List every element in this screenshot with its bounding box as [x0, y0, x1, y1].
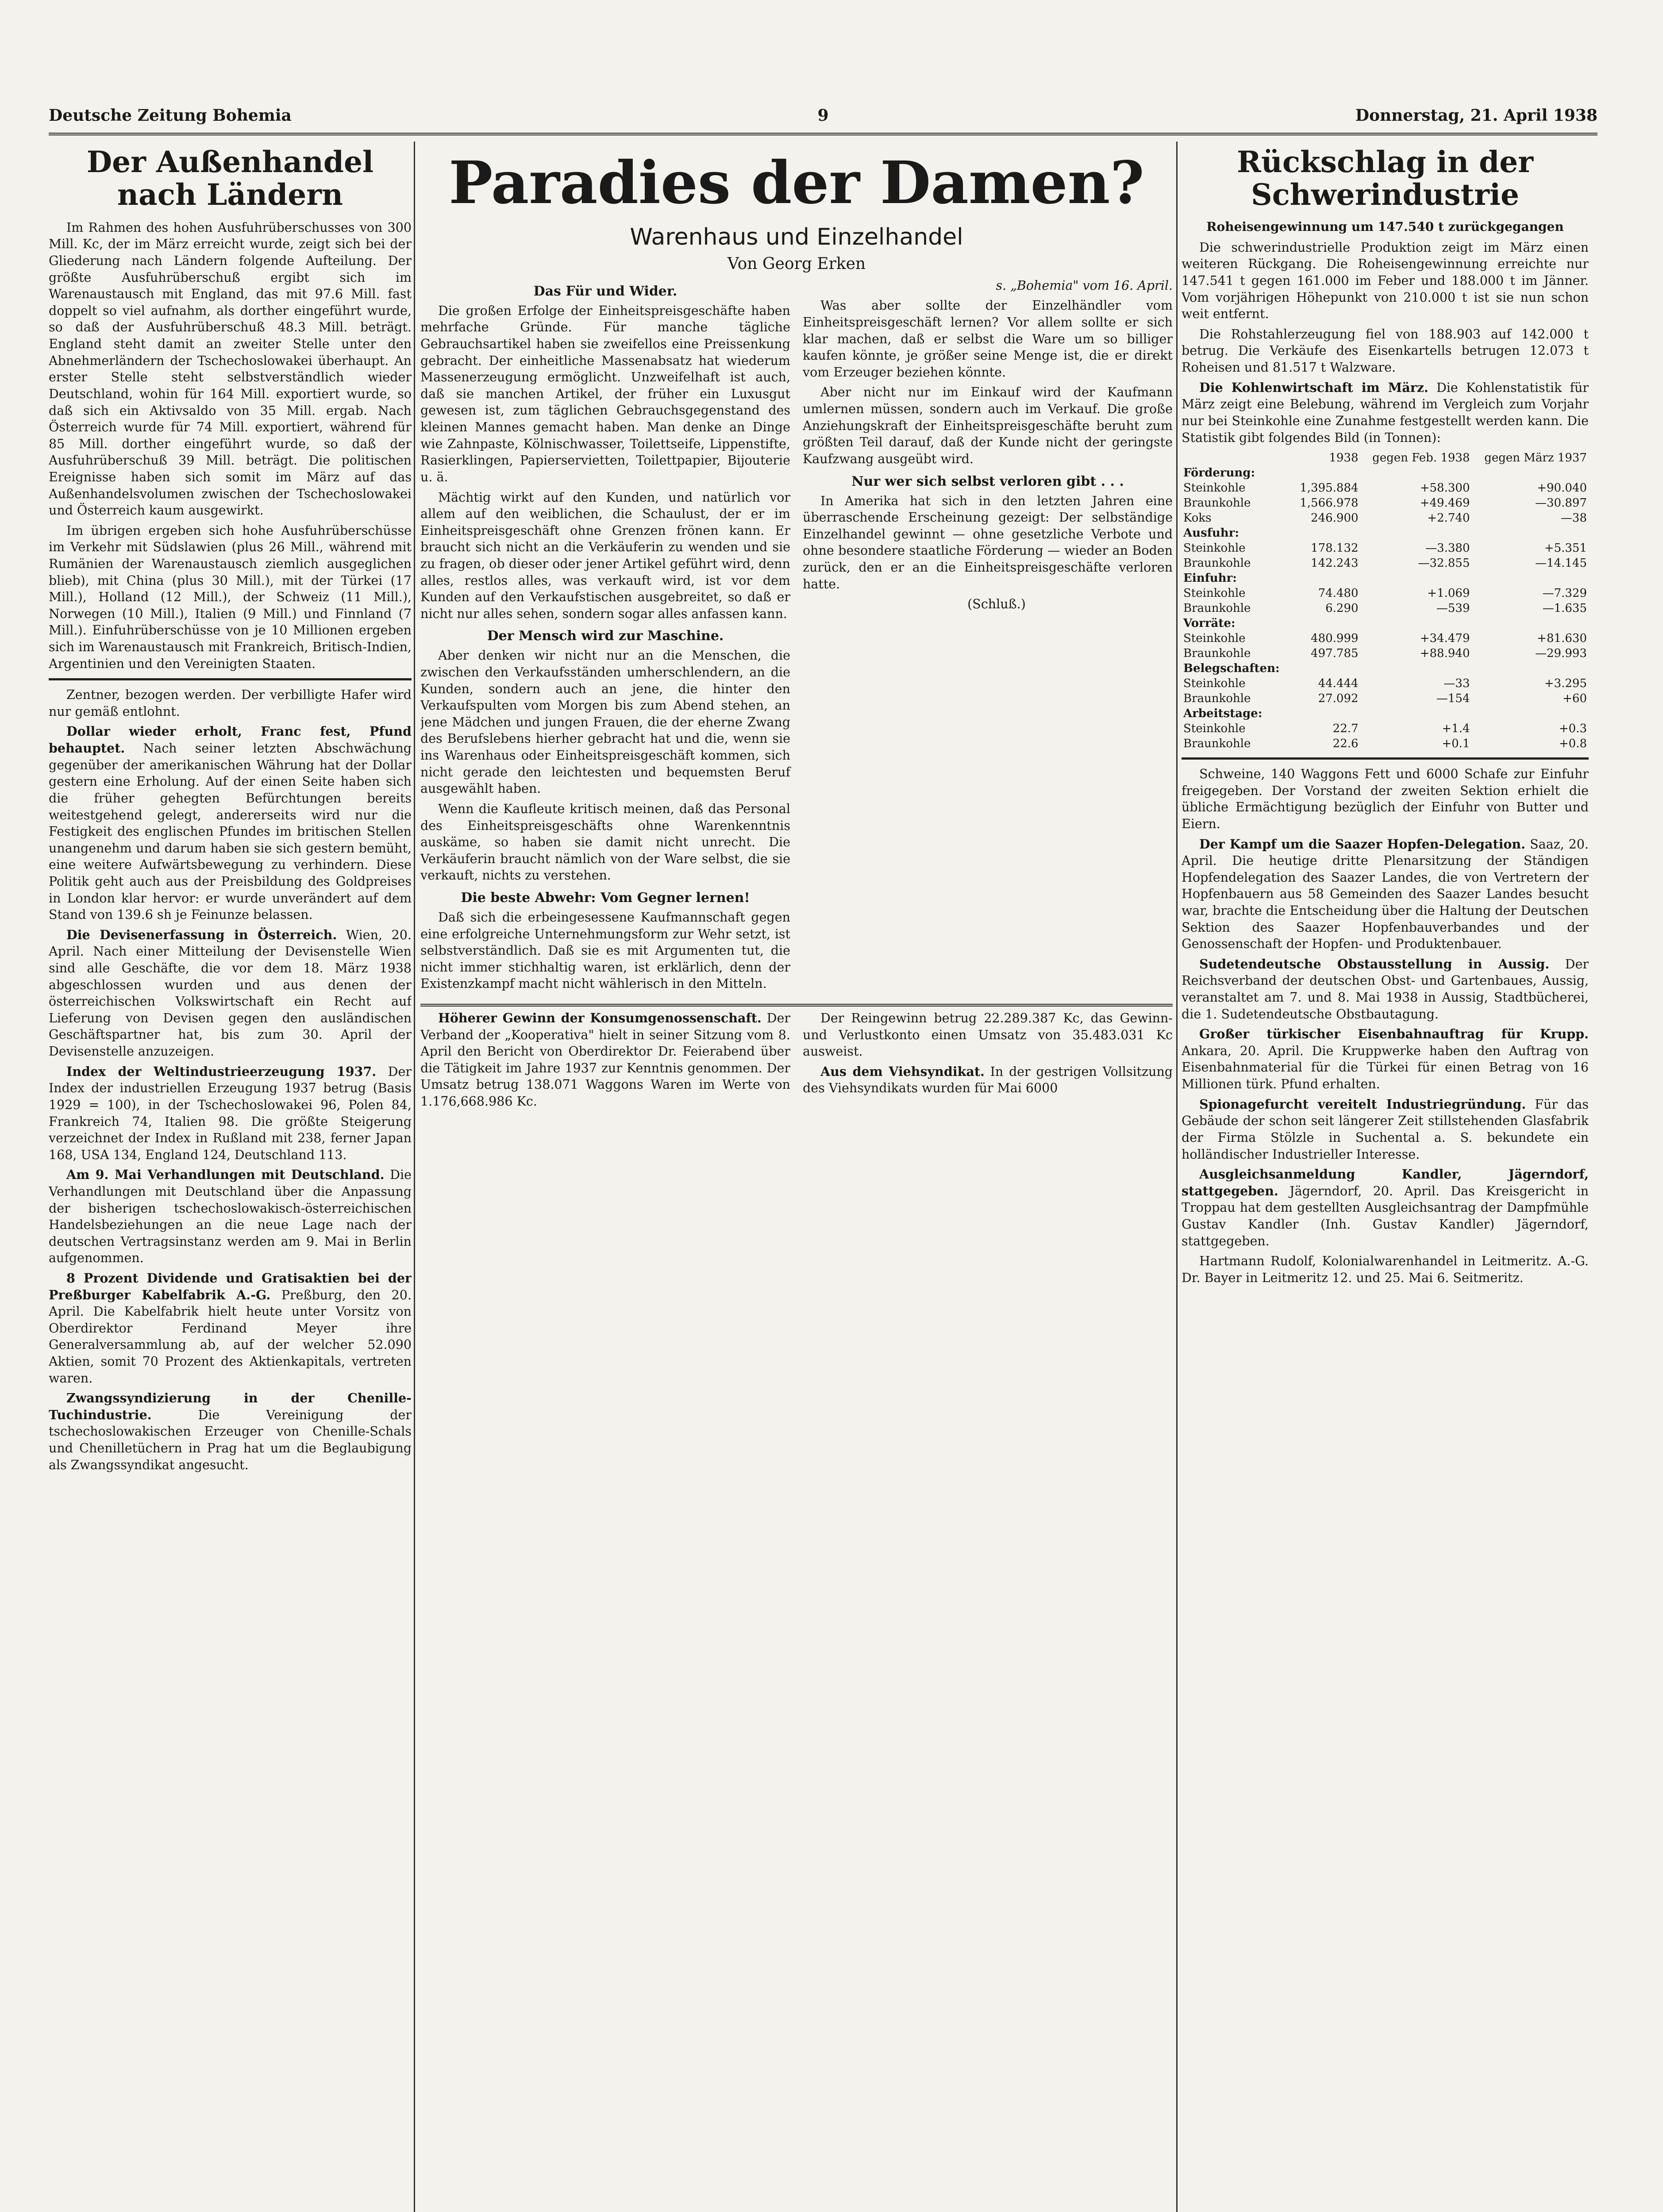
- news-item: [1182, 1026, 1589, 1092]
- news-item-body: Saaz, 20. April. Die heutige dritte Plenarsitzung der Ständigen Hopfendelegation des Saazer Landes, die von Vertretern der Hopfenbauern aus 58 Gemeinden des Saazer Landes besucht war, brachte die Entscheidung über die Haltung der Deutschen Sektion des Saazer Hopfenbauverbandes und der Genossenschaft der Hopfen- und Produktenbauer.: [1182, 837, 1589, 952]
- news-item-title: Höherer Gewinn der Konsumgenossenschaft.: [438, 1010, 762, 1025]
- table-cell: Koks: [1183, 511, 1212, 525]
- table-cell: Ausfuhr:: [1183, 526, 1240, 540]
- news-item: [1182, 836, 1589, 952]
- table-cell: 1,395.884: [1300, 481, 1359, 495]
- table-cell: 246.900: [1311, 511, 1359, 525]
- news-item-body: Nach seiner letzten Abschwächung gegenüber der amerikanischen Währung hat der Dollar gestern eine Erholung. Auf der einen Seite haben sich die früher gehegten Befürchtungen bereits weitestgehend gelegt, andererseits wird nur die Festigkeit des englischen Pfundes im britischen Stellen unangenehm und darum haben sie sich gestern bemüht, eine weitere Aufwärtsbewegung zu verhindern. Diese Politik geht auch aus der Preisbildung des Goldpreises in London klar hervor: er wurde unverändert auf dem Stand von 139.6 sh je Feinunze belassen.: [49, 741, 412, 922]
- table-row: [1182, 571, 1589, 586]
- table-cell: [1360, 571, 1472, 586]
- article-paragraph: Die großen Erfolge der Einheitspreisgeschäfte haben mehrfache Gründe. Für manche tägliche Gebrauchsartikel haben sie zweifellos eine Preissenkung gebracht. Der einheitliche Massenabsatz hat wiederum Massenerzeugung ermöglicht. Unzweifelhaft ist auch, daß sie manchen Artikel, der früher ein Luxusgut gewesen ist, zum täglichen Gebrauchsgegenstand des kleinen Mannes gemacht haben. Man denke an Dinge wie Zahnpaste, Kölnischwasser, Toilettseife, Lippenstifte, Rasierklingen, Papierservietten, Toilettpapier, Bijouterie u. ä.: [420, 303, 790, 484]
- news-item-title: Ausgleichsanmeldung Kandler, Jägerndorf, stattgegeben.: [1182, 1167, 1589, 1198]
- table-cell: Steinkohle: [1183, 632, 1246, 645]
- news-item-body: Ankara, 20. April. Die Kruppwerke haben den Auftrag von Eisenbahnmaterial für die Türkei für einen Betrag von 16 Millionen türk. Pfund erhalten.: [1182, 1043, 1589, 1092]
- table-cell: Braunkohle: [1183, 602, 1251, 615]
- table-cell: +0.1: [1442, 737, 1470, 751]
- table-cell: —14.145: [1535, 557, 1587, 570]
- section-heading: Nur wer sich selbst verloren gibt . . .: [851, 473, 1124, 489]
- section-rule: [1182, 757, 1589, 760]
- main-headline: Paradies der Damen?: [449, 149, 1144, 217]
- table-row: [1182, 601, 1589, 616]
- table-cell: [1292, 661, 1360, 676]
- table-header-cell: gegen März 1937: [1484, 451, 1587, 465]
- news-item: [1182, 956, 1589, 1022]
- news-item: [1182, 1096, 1589, 1163]
- table-cell: [1472, 465, 1589, 480]
- table-cell: Förderung:: [1183, 466, 1255, 480]
- news-item-body: Für das Gebäude der schon seit längerer Zeit stillstehenden Glasfabrik der Firma Stölzle in Suchental a. S. bekundete ein holländischer Industrieller Interesse.: [1182, 1097, 1589, 1162]
- page-number: 9: [817, 106, 829, 125]
- table-header-cell: 1938: [1329, 451, 1359, 465]
- table-cell: Steinkohle: [1183, 722, 1246, 736]
- table-cell: Steinkohle: [1183, 541, 1246, 555]
- table-row: [1182, 480, 1589, 495]
- news-item: [49, 723, 412, 923]
- article-paragraph: Aber nicht nur im Einkauf wird der Kaufmann umlernen müssen, sondern auch im Verkauf. Die große Anziehungskraft der Einheitspreisgeschäfte beruht zum größten Teil darauf, daß der Kunde nicht der geringste Kaufzwang ausgeübt wird.: [803, 385, 1173, 466]
- table-header-cell: [1182, 450, 1292, 465]
- table-cell: [1472, 571, 1589, 586]
- table-row: [1182, 661, 1589, 676]
- table-cell: [1292, 706, 1360, 721]
- article-paragraph: Die schwerindustrielle Produktion zeigt im März einen weiteren Rückgang. Die Roheisengewinnung erreichte nur 147.541 t gegen 161.000 im Feber und 188.000 t im Jänner. Vom vorjährigen Höhepunkt von 210.000 t ist sie nun schon weit entfernt.: [1182, 240, 1589, 322]
- middle-column: [420, 146, 1173, 2212]
- news-item-body: In der gestrigen Vollsitzung des Viehsyndikats wurden für Mai 6000: [803, 1064, 1173, 1096]
- table-cell: [1472, 526, 1589, 541]
- news-item-body: Der Index der industriellen Erzeugung 1937 betrug (Basis 1929 = 100), in der Tschechoslowakei 96, Polen 84, Frankreich 74, Italien 98. Die größte Steigerung verzeichnet der Index in Rußland mit 238, ferner Japan 168, USA 134, England 124, Deutschland 113.: [49, 1064, 412, 1162]
- table-cell: +49.469: [1420, 496, 1470, 510]
- table-cell: —30.897: [1535, 496, 1587, 510]
- news-item: [49, 927, 412, 1060]
- news-item-body: Preßburg, den 20. April. Die Kabelfabrik hielt heute unter Vorsitz von Oberdirektor Ferdinand Meyer ihre Generalversammlung ab, auf der welcher 52.090 Aktien, somit 70 Prozent des Aktienkapitals, vertreten waren.: [49, 1287, 412, 1386]
- table-cell: —154: [1436, 692, 1470, 706]
- article-paragraph: Im Rahmen des hohen Ausfuhrüberschusses von 300 Mill. Kc, der im März erreicht wurde, zeigt sich bei der Gliederung nach Ländern folgende Aufteilung. Der größte Ausfuhrüberschuß ergibt sich im Warenaustausch mit England, das mit 97.6 Mill. fast doppelt so viel aufnahm, als dorther eingeführt wurde, so daß der Ausfuhrüberschuß 48.3 Mill. beträgt. England steht damit an zweiter Stelle unter den Abnehmerländern der Tschechoslowakei überhaupt. An erster Stelle steht selbstverständlich wieder Deutschland, wohin für 164 Mill. exportiert wurde, so daß sich ein Aktivsaldo von 35 Mill. ergab. Nach Österreich wurde für 74 Mill. exportiert, während für 85 Mill. dorther eingeführt wurde, so daß der Ausfuhrüberschuß 39 Mill. beträgt. Die politischen Ereignisse haben sich somit im März auf das Außenhandelsvolumen zwischen der Tschechoslowakei und Österreich kaum ausgewirkt.: [49, 220, 412, 518]
- table-cell: Braunkohle: [1183, 737, 1251, 751]
- table-cell: +5.351: [1544, 541, 1587, 555]
- table-cell: [1360, 616, 1472, 631]
- table-cell: [1472, 616, 1589, 631]
- table-cell: +1.4: [1442, 722, 1470, 736]
- table-cell: Braunkohle: [1183, 692, 1251, 706]
- table-cell: 44.444: [1318, 677, 1359, 691]
- article-lead: Roheisengewinnung um 147.540 t zurückgegangen: [1206, 219, 1564, 234]
- news-item-title: Spionagefurcht vereitelt Industriegründung.: [1199, 1096, 1526, 1112]
- article-subcolumn: [803, 277, 1173, 996]
- news-item: [420, 1010, 790, 1110]
- coal-table-body: [1182, 465, 1589, 751]
- article-reference: s. „Bohemia" vom 16. April.: [996, 278, 1173, 293]
- news-item: [49, 1270, 412, 1386]
- article-paragraph: Daß sich die erbeingesessene Kaufmannschaft gegen eine erfolgreiche Unternehmungsform zur Wehr setzt, ist selbstverständlich. Daß sie es mit Argumenten tut, die nicht immer stichhaltig waren, ist erklärlich, denn der Existenzkampf macht nicht wählerisch in den Mitteln.: [420, 910, 790, 991]
- table-cell: 497.785: [1311, 647, 1359, 661]
- news-item: [803, 1064, 1173, 1097]
- table-cell: —38: [1560, 511, 1587, 525]
- table-row: [1182, 706, 1589, 721]
- table-cell: Braunkohle: [1183, 557, 1251, 570]
- table-row: [1182, 631, 1589, 646]
- bottom-news-subcolumn: [803, 1010, 1173, 1114]
- table-cell: 142.243: [1311, 557, 1359, 570]
- article-headline: Der Außenhandel nach Ländern: [86, 146, 374, 212]
- table-cell: [1360, 526, 1472, 541]
- table-cell: —539: [1436, 602, 1470, 615]
- table-row: [1182, 556, 1589, 571]
- column-rule: [1176, 142, 1178, 2212]
- table-cell: 22.6: [1332, 737, 1359, 751]
- table-cell: 178.132: [1311, 541, 1359, 555]
- news-item-body: Die Vereinigung der tschechoslowakischen Erzeuger von Chenille-Schals und Chenilletüchern in Prag hat um die Beglaubigung als Zwangssyndikat angesucht.: [49, 1407, 412, 1472]
- article-paragraph: Was aber sollte der Einzelhändler vom Einheitspreisgeschäft lernen? Vor allem sollte er sich klar machen, daß er selbst die Ware um so billiger kaufen könnte, je größer seine Menge ist, die er direkt vom Erzeuger beziehen könnte.: [803, 298, 1173, 380]
- table-cell: +2.740: [1427, 511, 1470, 525]
- table-row: [1182, 676, 1589, 691]
- table-cell: [1472, 661, 1589, 676]
- article-subcolumn: [420, 277, 790, 996]
- news-item-title: Die Devisenerfassung in Österreich.: [66, 927, 337, 942]
- news-item-title: Großer türkischer Eisenbahnauftrag für Krupp.: [1199, 1026, 1589, 1042]
- table-cell: Steinkohle: [1183, 587, 1246, 600]
- table-cell: Braunkohle: [1183, 496, 1251, 510]
- table-cell: —3.380: [1425, 541, 1470, 555]
- table-cell: +60: [1563, 692, 1587, 706]
- left-column: [49, 146, 412, 2212]
- article-paragraph: Wenn die Kaufleute kritisch meinen, daß das Personal des Einheitspreisgeschäfts ohne Warenkenntnis auskäme, so haben sie damit nicht unrecht. Die Verkäuferin braucht nämlich von der Ware selbst, die sie verkauft, nichts zu verstehen.: [420, 801, 790, 883]
- table-cell: Einfuhr:: [1183, 572, 1237, 585]
- bottom-news: [420, 1004, 1173, 1114]
- table-cell: —32.855: [1418, 557, 1470, 570]
- right-column: [1182, 146, 1589, 2212]
- table-cell: Vorräte:: [1183, 617, 1236, 630]
- table-row: [1182, 541, 1589, 556]
- coal-statistics-table: [1182, 450, 1589, 751]
- table-cell: 480.999: [1311, 632, 1359, 645]
- table-row: [1182, 495, 1589, 511]
- column-rule: [414, 142, 415, 2212]
- table-cell: +90.040: [1537, 481, 1587, 495]
- table-cell: [1360, 661, 1472, 676]
- table-cell: +58.300: [1420, 481, 1470, 495]
- news-item-body: Die Verhandlungen mit Deutschland über die Anpassung der bisherigen tschechoslowakisch-österreichischen Handelsbeziehungen an die neue Lage nach der deutschen Vertragsinstanz werden am 9. Mai in Berlin aufgenommen.: [49, 1167, 412, 1266]
- table-row: [1182, 586, 1589, 601]
- table-cell: Steinkohle: [1183, 677, 1246, 691]
- table-cell: Arbeitstage:: [1183, 707, 1263, 721]
- table-cell: +0.8: [1559, 737, 1587, 751]
- table-cell: [1360, 706, 1472, 721]
- table-row: [1182, 691, 1589, 706]
- news-item-title: Am 9. Mai Verhandlungen mit Deutschland.: [66, 1167, 385, 1183]
- article-paragraph: In Amerika hat sich in den letzten Jahren eine überraschende Erscheinung gezeigt: Der selbständige Einzelhandel gewinnt — ohne gesetzliche Verbote und ohne besondere staatliche Förderung — wieder an Boden zurück, den er an die Einheitspreisgeschäfte verloren hatte.: [803, 493, 1173, 591]
- article-paragraph: Zentner, bezogen werden. Der verbilligte Hafer wird nur gemäß entlohnt.: [49, 687, 412, 719]
- article-paragraph: Hartmann Rudolf, Kolonialwarenhandel in Leitmeritz. A.-G. Dr. Bayer in Leitmeritz 12. und 25. Mai 6. Seitmeritz.: [1182, 1254, 1589, 1285]
- news-item: [1182, 1166, 1589, 1249]
- table-row: [1182, 465, 1589, 480]
- table-cell: [1292, 571, 1360, 586]
- table-cell: [1292, 465, 1360, 480]
- article-paragraph: Der Reingewinn betrug 22.289.387 Kc, das Gewinn- und Verlustkonto einen Umsatz von 35.483.031 Kc ausweist.: [803, 1010, 1173, 1059]
- news-item-body: Wien, 20. April. Nach einer Mitteilung der Devisenstelle Wien sind alle Geschäfte, die vor dem 18. März 1938 abgeschlossen wurden und aus denen der österreichischen Volkswirtschaft ein Recht auf Lieferung von Devisen gegen den ausländischen Geschäftspartner hat, bis zum 30. April der Devisenstelle anzuzeigen.: [49, 927, 412, 1059]
- table-cell: Belegschaften:: [1183, 662, 1280, 676]
- table-cell: [1292, 616, 1360, 631]
- table-cell: +88.940: [1420, 647, 1470, 661]
- table-row: [1182, 616, 1589, 631]
- table-cell: 6.290: [1325, 602, 1359, 615]
- section-heading: Das Für und Wider.: [533, 283, 678, 299]
- table-cell: +81.630: [1537, 632, 1587, 645]
- section-heading: Die beste Abwehr: Vom Gegner lernen!: [461, 890, 750, 906]
- section-heading: Der Mensch wird zur Maschine.: [487, 628, 724, 644]
- table-header-row: [1182, 450, 1589, 465]
- issue-date: Donnerstag, 21. April 1938: [1355, 106, 1598, 125]
- newspaper-name: Deutsche Zeitung Bohemia: [49, 106, 292, 125]
- news-item-title: Der Kampf um die Saazer Hopfen-Delegation.: [1199, 836, 1526, 852]
- byline: Von Georg Erken: [727, 254, 866, 273]
- main-subheadline: Warenhaus und Einzelhandel: [630, 223, 963, 250]
- table-cell: +0.3: [1559, 722, 1587, 736]
- table-cell: +1.069: [1427, 587, 1470, 600]
- table-cell: 27.092: [1318, 692, 1359, 706]
- news-item-body: Die Kohlenstatistik für März zeigt eine Belebung, während im Vergleich zum Vorjahr nur bei Steinkohle eine Zunahme festgestellt werden kann. Die Statistik gibt folgendes Bild (in Tonnen):: [1182, 380, 1589, 445]
- news-item: [49, 1167, 412, 1267]
- article-paragraph: Mächtig wirkt auf den Kunden, und natürlich vor allem auf den weiblichen, die Schaulust, der er im Einheitspreisgeschäft ohne Grenzen frönen kann. Er braucht sich nicht an die Verkäuferin zu wenden und sie zu fragen, ob dieser oder jener Artikel geführt wird, denn alles, restlos alles, was verkauft wird, ist vor dem Kunden auf den Verkaufstischen ausgebreitet, so daß er nicht nur alles sehen, sondern sogar alles anfassen kann.: [420, 490, 790, 621]
- news-item: [49, 1064, 412, 1164]
- article-headline: Rückschlag in der Schwerindustrie: [1237, 146, 1533, 212]
- article-end-mark: (Schluß.): [967, 597, 1026, 612]
- table-cell: Steinkohle: [1183, 481, 1246, 495]
- news-item-body: Jägerndorf, 20. April. Das Kreisgericht in Troppau hat dem gestellten Ausgleichsantrag der Dampfmühle Gustav Kandler (Inh. Gustav Kandler) Jägerndorf, stattgegeben.: [1182, 1183, 1589, 1248]
- news-item: [49, 1390, 412, 1473]
- news-item-title: Sudetendeutsche Obstausstellung in Aussig.: [1199, 956, 1550, 972]
- table-cell: [1292, 526, 1360, 541]
- news-item-title: Aus dem Viehsyndikat.: [820, 1064, 985, 1079]
- news-item-title: Index der Weltindustrieerzeugung 1937.: [66, 1064, 377, 1079]
- table-cell: +34.479: [1420, 632, 1470, 645]
- news-item-title: 8 Prozent Dividende und Gratisaktien bei der Preßburger Kabelfabrik A.-G.: [49, 1270, 412, 1302]
- table-cell: —1.635: [1542, 602, 1587, 615]
- page-header: [49, 102, 1598, 135]
- table-cell: —7.329: [1542, 587, 1587, 600]
- news-item: [1182, 380, 1589, 446]
- news-item-body: Der Reichsverband der deutschen Obst- und Gartenbaues, Aussig, veranstaltet am 7. und 8. Mai 1938 in Aussig, Stadtbücherei, die 1. Sudetendeutsche Obstbautagung.: [1182, 956, 1589, 1022]
- article-paragraph: Aber denken wir nicht nur an die Menschen, die zwischen den Verkaufsständen umherschlendern, an die Kunden, sondern auch an jene, die hinter den Verkaufspulten vom Morgen bis zum Abend stehen, an jene Mädchen und jungen Frauen, die der eherne Zwang des Berufslebens hierher gebracht hat und die, wenn sie ins Warenhaus oder Einheitspreisgeschäft kommen, sich nicht gerade den leichtesten und bequemsten Beruf ausgewählt haben.: [420, 648, 790, 796]
- table-cell: Braunkohle: [1183, 647, 1251, 661]
- table-row: [1182, 736, 1589, 751]
- news-item-title: Dollar wieder erholt, Franc fest, Pfund behauptet.: [49, 724, 412, 756]
- table-row: [1182, 646, 1589, 661]
- table-cell: [1472, 706, 1589, 721]
- article-paragraph: Im übrigen ergeben sich hohe Ausfuhrüberschüsse im Verkehr mit Südslawien (plus 26 Mill., während mit Rumänien der Warenaustausch ziemlich ausgeglichen blieb), mit China (plus 30 Mill.), mit der Türkei (17 Mill.), Holland (12 Mill.), der Schweiz (11 Mill.), Norwegen (10 Mill.), Italien (9 Mill.) und Finnland (7 Mill.). Einfuhrüberschüsse von je 10 Millionen ergeben sich im Warenaustausch mit Frankreich, Britisch-Indien, Argentinien und den Vereinigten Staaten.: [49, 523, 412, 671]
- bottom-news-subcolumn: [420, 1010, 790, 1114]
- section-rule: [49, 678, 412, 680]
- table-cell: —29.993: [1535, 647, 1587, 661]
- table-cell: +3.295: [1544, 677, 1587, 691]
- table-row: [1182, 721, 1589, 736]
- table-header-cell: gegen Feb. 1938: [1372, 451, 1470, 465]
- table-row: [1182, 511, 1589, 526]
- table-cell: —33: [1444, 677, 1470, 691]
- table-cell: 22.7: [1332, 722, 1359, 736]
- table-cell: [1360, 465, 1472, 480]
- article-paragraph: Die Rohstahlerzeugung fiel von 188.903 auf 142.000 t betrug. Die Verkäufe des Eisenkartells betrugen 12.073 t Roheisen und 81.517 t Walzware.: [1182, 326, 1589, 375]
- news-item-title: Zwangssyndizierung in der Chenille-Tuchindustrie.: [49, 1390, 412, 1422]
- table-row: [1182, 526, 1589, 541]
- table-cell: 74.480: [1318, 587, 1359, 600]
- table-cell: 1,566.978: [1300, 496, 1359, 510]
- news-item-body: Der Verband der „Kooperativa" hielt in seiner Sitzung vom 8. April den Bericht von Oberdirektor Dr. Feierabend über die Tätigkeit im Jahre 1937 zur Kenntnis genommen. Der Umsatz betrug 138.071 Waggons Waren im Werte von 1.176,668.986 Kc.: [420, 1010, 790, 1109]
- article-paragraph: Schweine, 140 Waggons Fett und 6000 Schafe zur Einfuhr freigegeben. Der Vorstand der zweiten Sektion erhielt die übliche Ermächtigung bezüglich der Einfuhr von Butter und Eiern.: [1182, 767, 1589, 831]
- news-item-title: Die Kohlenwirtschaft im März.: [1199, 380, 1428, 395]
- article-body: [420, 277, 1173, 996]
